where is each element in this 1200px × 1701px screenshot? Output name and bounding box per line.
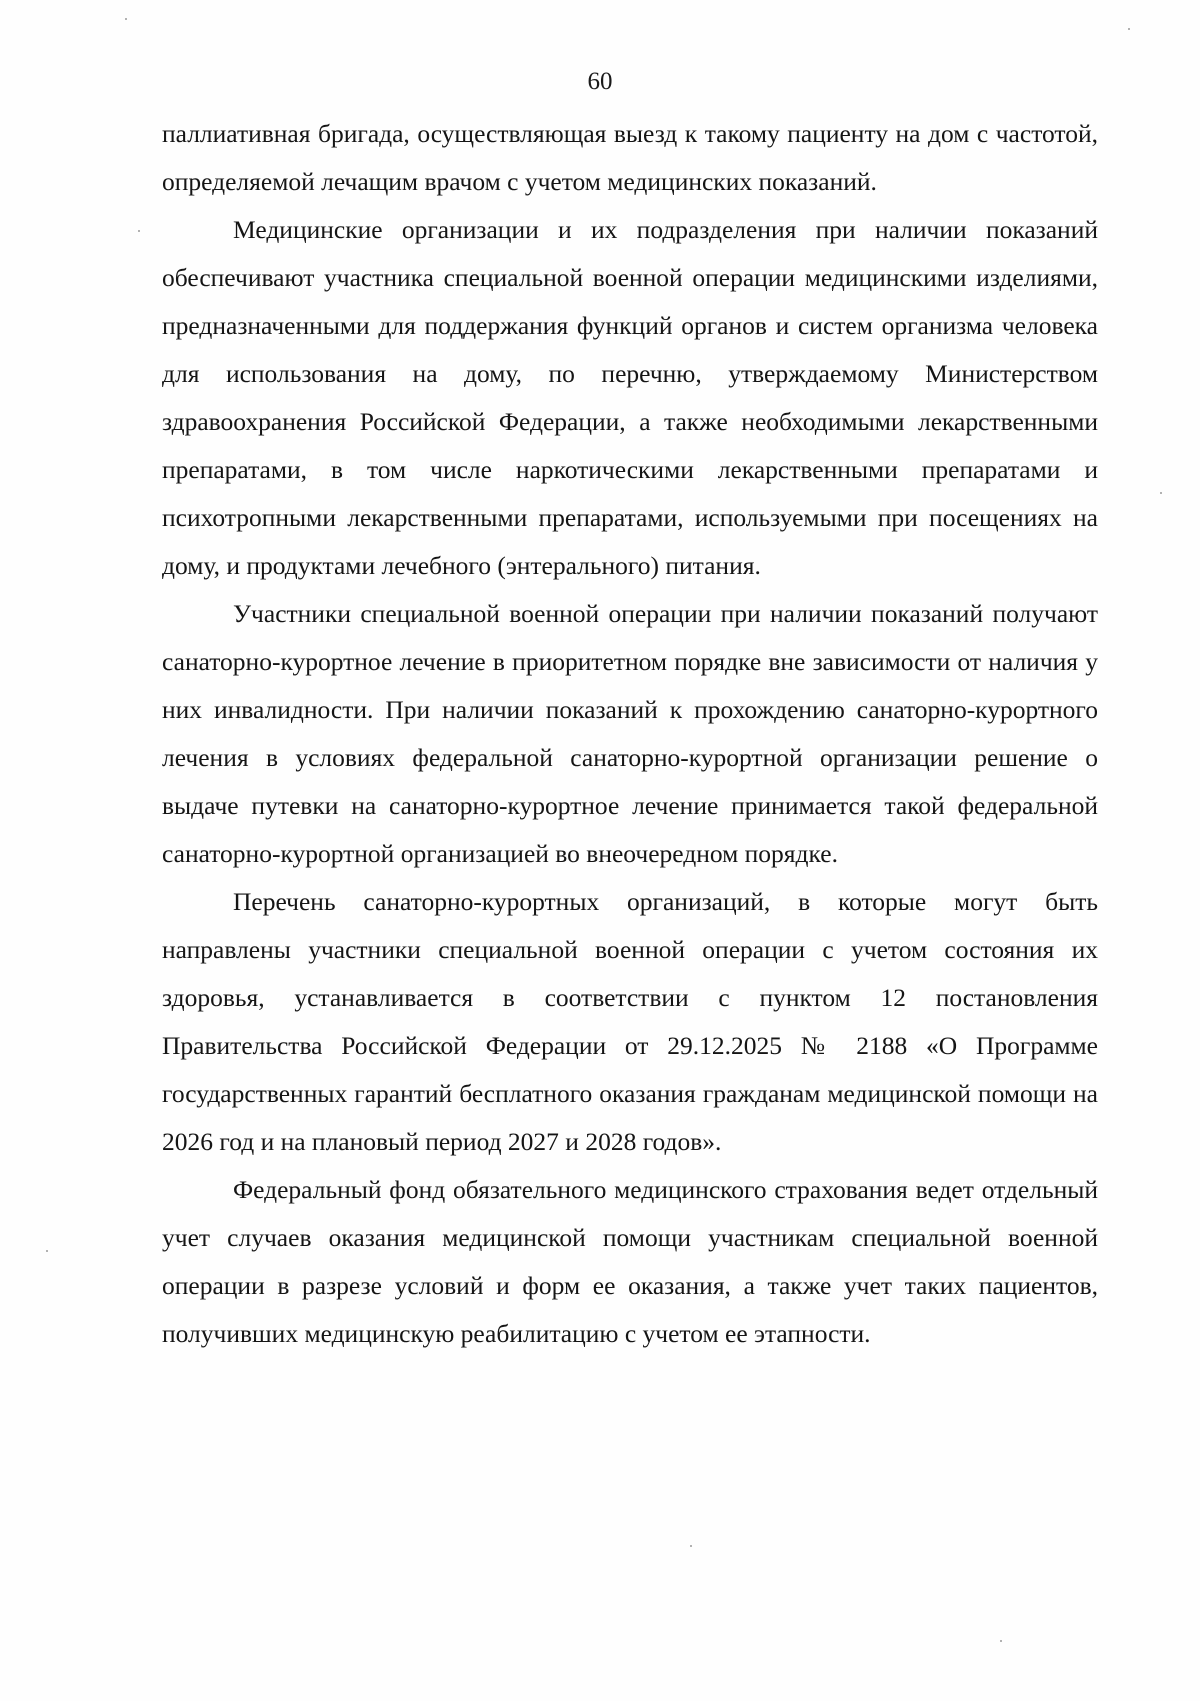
scan-speck: [1000, 1640, 1002, 1642]
scan-speck: [46, 1250, 48, 1252]
paragraph-4: Перечень санаторно-курортных организаций, в которые могут быть направлены участники специальной военной операции с учетом состояния их здоровья, устанавливается в соответствии с пунктом 12 постановления Правительства Российской Федерации от 29.12.2025 № 2188 «О Программе государственных гарантий бесплатного оказания гражданам медицинской помощи на 2026 год и на плановый период 2027 и 2028 годов».: [162, 887, 1098, 1156]
paragraph-1: паллиативная бригада, осуществляющая выезд к такому пациенту на дом с частотой, определяемой лечащим врачом с учетом медицинских показаний.: [162, 119, 1098, 196]
paragraph-5: Федеральный фонд обязательного медицинского страхования ведет отдельный учет случаев оказания медицинской помощи участникам специальной военной операции в разрезе условий и форм ее оказания, а также учет таких пациентов, получивших медицинскую реабилитацию с учетом ее этапности.: [162, 1175, 1098, 1348]
scan-speck: [690, 1545, 692, 1547]
scan-speck: [1160, 492, 1162, 494]
scan-speck: [138, 230, 140, 232]
page-number: 60: [587, 68, 613, 95]
document-body: [162, 110, 1098, 1358]
paragraph-3: Участники специальной военной операции при наличии показаний получают санаторно-курортное лечение в приоритетном порядке вне зависимости от наличия у них инвалидности. При наличии показаний к прохождению санаторно-курортного лечения в условиях федеральной санаторно-курортной организации решение о выдаче путевки на санаторно-курортное лечение принимается такой федеральной санаторно-курортной организацией во внеочередном порядке.: [162, 599, 1098, 868]
scan-speck: [1128, 28, 1130, 30]
scan-speck: [125, 18, 127, 20]
paragraph-2: Медицинские организации и их подразделения при наличии показаний обеспечивают участника специальной военной операции медицинскими изделиями, предназначенными для поддержания функций органов и систем организма человека для использования на дому, по перечню, утверждаемому Министерством здравоохранения Российской Федерации, а также необходимыми лекарственными препаратами, в том числе наркотическими лекарственными препаратами и психотропными лекарственными препаратами, используемыми при посещениях на дому, и продуктами лечебного (энтерального) питания.: [162, 215, 1098, 580]
